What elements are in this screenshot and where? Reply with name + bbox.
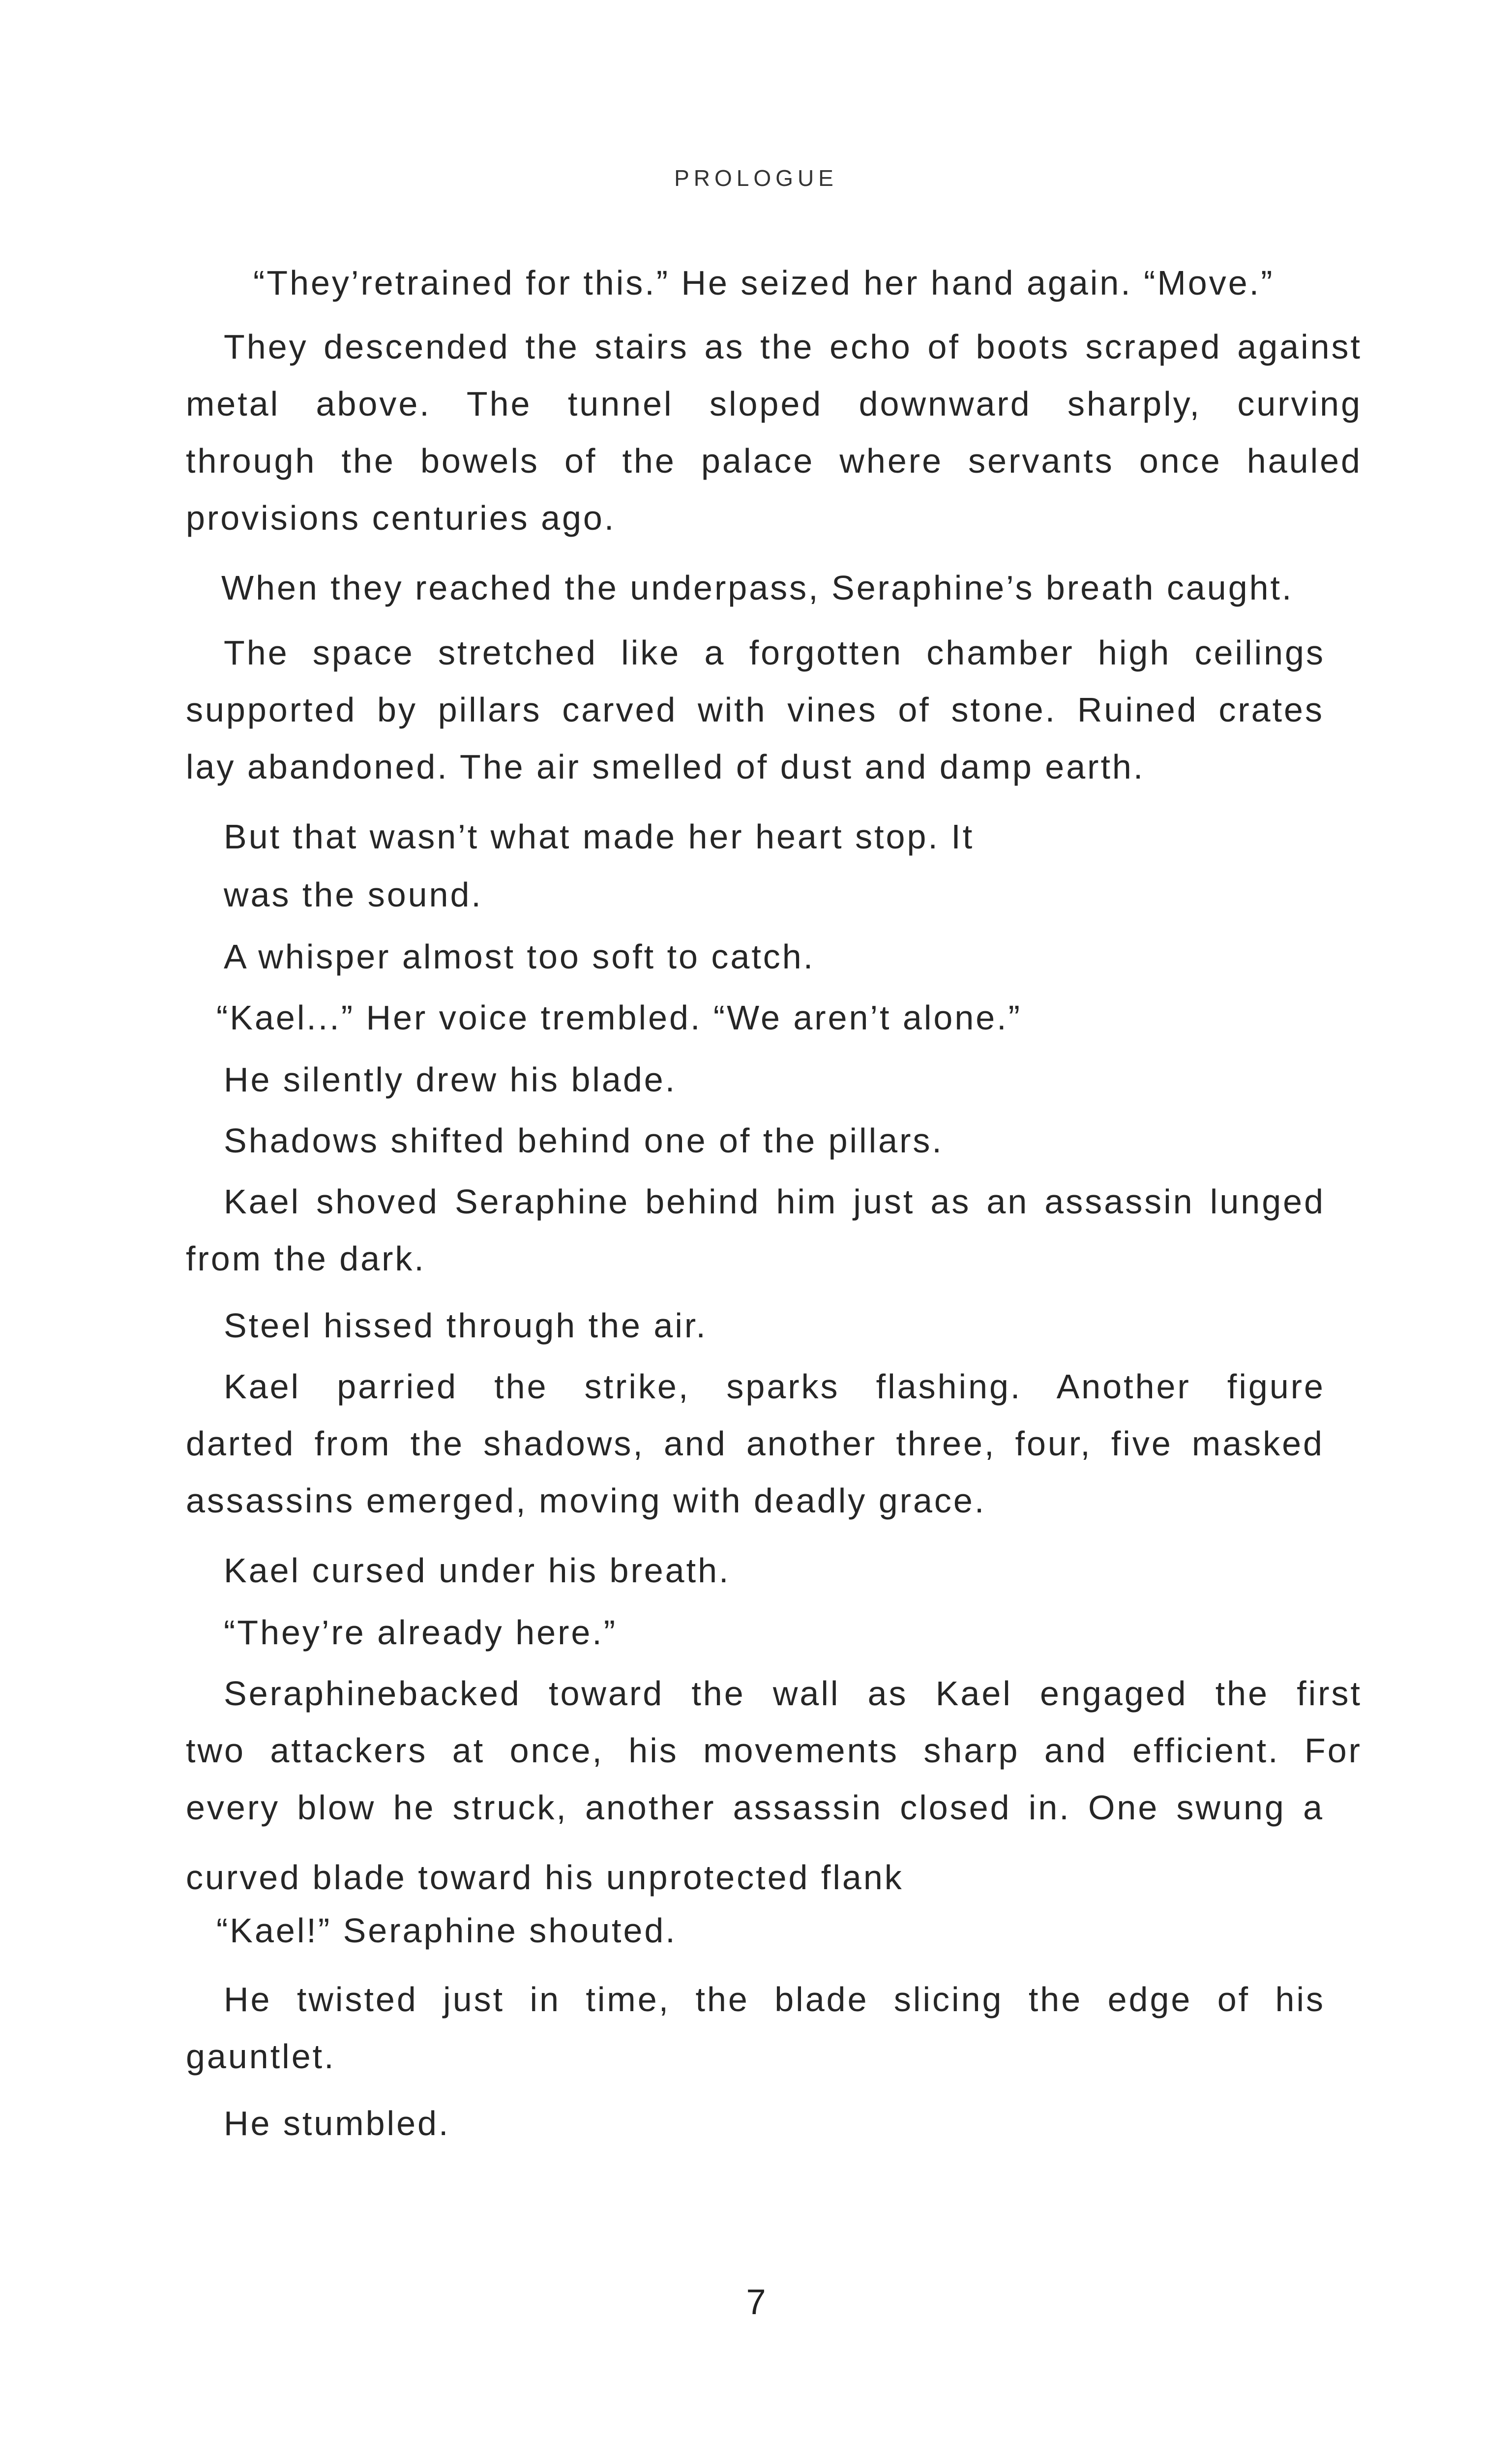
text-line: Kael cursed under his breath. [224, 1551, 731, 1590]
text-line: lay abandoned. The air smelled of dust and damp earth. [186, 748, 1145, 786]
text-line: But that wasn’t what made her heart stop. It [224, 817, 975, 856]
text-line: two attackers at once, his movements sharp and efficient. For [186, 1731, 1362, 1770]
text-line: Kael parried the strike, sparks flashing. Another figure [224, 1367, 1325, 1406]
text-line: “They’re already here.” [224, 1613, 618, 1652]
text-line: Kael shoved Seraphine behind him just as an assassin lunged [224, 1182, 1325, 1221]
text-line: through the bowels of the palace where servants once hauled [186, 442, 1362, 480]
text-line: “They’retrained for this.” He seized her hand again. “Move.” [253, 264, 1275, 302]
text-line: was the sound. [224, 875, 483, 914]
text-line: Steel hissed through the air. [224, 1306, 708, 1345]
text-line: darted from the shadows, and another three, four, five masked [186, 1424, 1324, 1463]
text-line: The space stretched like a forgotten chamber high ceilings [224, 633, 1325, 672]
text-line: metal above. The tunnel sloped downward sharply, curving [186, 385, 1362, 423]
text-line: He silently drew his blade. [224, 1060, 677, 1099]
text-line: from the dark. [186, 1239, 426, 1278]
text-line: every blow he struck, another assassin closed in. One swung a [186, 1788, 1324, 1827]
text-line: supported by pillars carved with vines of stone. Ruined crates [186, 691, 1324, 729]
text-line: provisions centuries ago. [186, 499, 616, 537]
text-line: He stumbled. [224, 2104, 450, 2142]
text-line: A whisper almost too soft to catch. [224, 937, 815, 976]
chapter-header: PROLOGUE [674, 165, 838, 191]
page-number: 7 [746, 2283, 766, 2322]
text-line: Seraphinebacked toward the wall as Kael engaged the first [224, 1674, 1362, 1713]
text-line: “Kael!” Seraphine shouted. [216, 1911, 677, 1950]
text-line: curved blade toward his unprotected flank [186, 1858, 904, 1897]
text-line: “Kael...” Her voice trembled. “We aren’t alone.” [216, 998, 1022, 1037]
text-line: Shadows shifted behind one of the pillars. [224, 1121, 944, 1160]
text-line: gauntlet. [186, 2037, 336, 2076]
text-line: They descended the stairs as the echo of boots scraped against [224, 328, 1362, 366]
text-line: When they reached the underpass, Seraphine’s breath caught. [221, 569, 1294, 607]
text-line: assassins emerged, moving with deadly grace. [186, 1481, 986, 1520]
text-line: He twisted just in time, the blade slicing the edge of his [224, 1980, 1325, 2019]
